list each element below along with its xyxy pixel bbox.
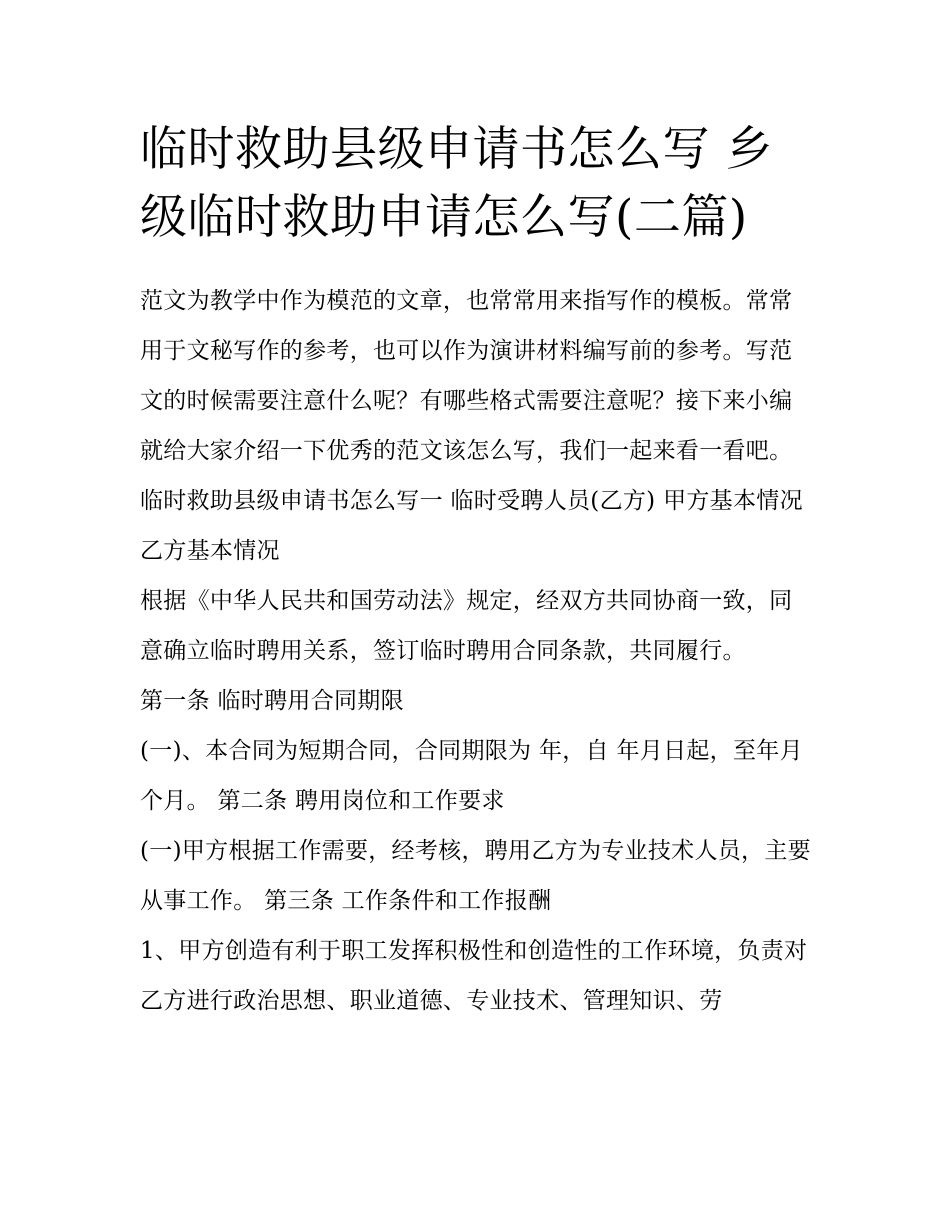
paragraph-contract-term: (一)、本合同为短期合同，合同期限为 年，自 年月日起，至年月 个月。 第二条 聘用岗位和工作要求: [140, 738, 803, 814]
paragraph-article-1: 第一条 临时聘用合同期限: [140, 688, 404, 714]
paragraph-work-conditions: 1、甲方创造有利于职工发挥积极性和创造性的工作环境，负责对乙方进行政治思想、职业道德、专业技术、管理知识、劳: [140, 938, 808, 1014]
paragraph-legal-basis: 根据《中华人民共和国劳动法》规定，经双方共同协商一致，同意确立临时聘用关系，签订临时聘用合同条款，共同履行。: [140, 588, 793, 664]
paragraph-intro: 范文为教学中作为模范的文章，也常常用来指写作的模板。常常用于文秘写作的参考，也可以作为演讲材料编写前的参考。写范文的时候需要注意什么呢？有哪些格式需要注意呢？接下来小编就给大家介绍一下优秀的范文该怎么写，我们一起来看一看吧。: [140, 288, 793, 464]
document-body: [140, 116, 815, 1026]
paragraph-position: (一)甲方根据工作需要，经考核，聘用乙方为专业技术人员，主要从事工作。 第三条 工作条件和工作报酬: [140, 838, 811, 914]
document-title: 临时救助县级申请书怎么写 乡级临时救助申请怎么写(二篇): [140, 122, 773, 245]
paragraph-section-heading: 临时救助县级申请书怎么写一 临时受聘人员(乙方) 甲方基本情况 乙方基本情况: [140, 488, 803, 564]
